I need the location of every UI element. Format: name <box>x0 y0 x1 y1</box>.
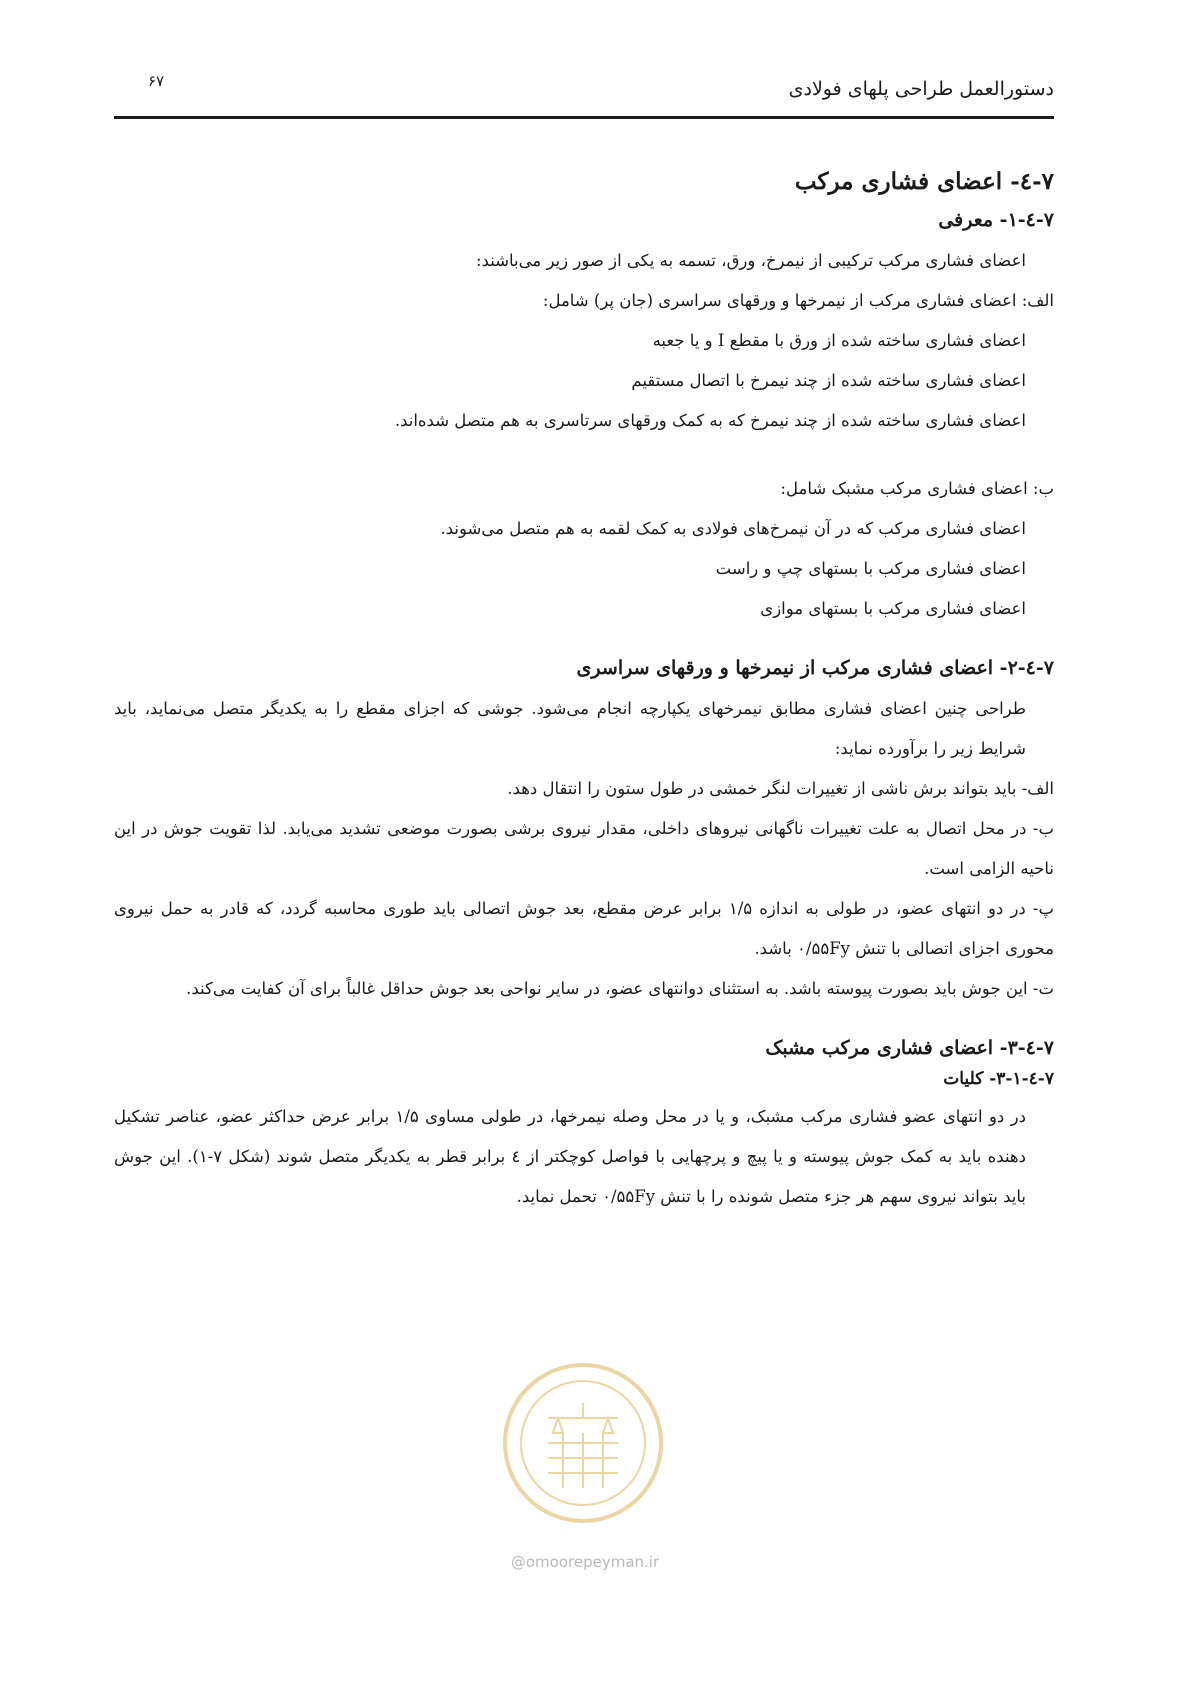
list-item: اعضای فشاری ساخته شده از ورق با مقطع I و یا جعبه <box>652 331 1026 350</box>
paragraph: الف- باید بتواند برش ناشی از تغییرات لنگر خمشی در طول ستون را انتقال دهد. <box>507 779 1054 798</box>
subsection-heading: ۷-٤-۱- معرفی <box>938 209 1054 231</box>
section-heading: ۷-٤- اعضای فشاری مرکب <box>794 168 1054 195</box>
subsubsection-heading: ۷-٤-۳-۱- کلیات <box>943 1069 1054 1089</box>
list-item: اعضای فشاری مرکب که در آن نیمرخ‌های فولادی به کمک لقمه به هم متصل می‌شوند. <box>440 519 1026 538</box>
paragraph: ت- این جوش باید بصورت پیوسته باشد. به استثنای دوانتهای عضو، در سایر نواحی بعد جوش حداقل غالباً برای آن کفایت می‌کند. <box>186 979 1054 998</box>
list-heading: ب: اعضای فشاری مرکب مشبک شامل: <box>780 479 1054 498</box>
paragraph: در دو انتهای عضو فشاری مرکب مشبک، و یا در محل وصله نیمرخها، در طولی مساوی ۱/۵ برابر عرض حداکثر عضو، عناصر تشکیل دهنده باید به کمک جوش پیوسته و یا پیچ و پرچهایی با فواصل کوچکتر از ٤ برابر قطر به یکدیگر متصل شوند (شکل ۷-۱). این جوش باید بتواند نیروی سهم هر جزء متصل شونده را با تنش ۰/۵۵Fy تحمل نماید. <box>114 1107 1026 1206</box>
page-header <box>114 70 1054 119</box>
main-content <box>114 168 1054 1217</box>
list-item: اعضای فشاری ساخته شده از چند نیمرخ با اتصال مستقیم <box>631 371 1026 390</box>
paragraph: طراحی چنین اعضای فشاری مطابق نیمرخهای یکپارچه انجام می‌شود. جوشی که اجزای مقطع را به یکدیگر متصل می‌نماید، باید شرایط زیر را برآورده نماید: <box>114 699 1026 758</box>
paragraph: پ- در دو انتهای عضو، در طولی به اندازه ۱/۵ برابر عرض مقطع، بعد جوش اتصالی باید طوری محاسبه گردد، که قادر به حمل نیروی محوری اجزای اتصالی با تنش ۰/۵۵Fy باشد. <box>114 899 1055 958</box>
watermark-text: @omoorepeyman.ir <box>510 1553 660 1571</box>
page-number: ۶۷ <box>148 72 165 90</box>
list-item: اعضای فشاری ساخته شده از چند نیمرخ که به کمک ورقهای سرتاسری به هم متصل شده‌اند. <box>394 411 1026 430</box>
subsection-heading: ۷-٤-۲- اعضای فشاری مرکب از نیمرخها و ورقهای سراسری <box>576 657 1054 679</box>
list-item: اعضای فشاری مرکب با بستهای موازی <box>760 599 1026 618</box>
watermark-logo <box>498 1348 668 1548</box>
list-heading: الف: اعضای فشاری مرکب از نیمرخها و ورقهای سراسری (جان پر) شامل: <box>542 291 1054 310</box>
paragraph: ب- در محل اتصال به علت تغییرات ناگهانی نیروهای داخلی، مقدار نیروی برشی بصورت موضعی تشدید می‌یابد. لذا تقویت جوش در این ناحیه الزامی است. <box>114 819 1054 878</box>
list-item: اعضای فشاری مرکب با بستهای چپ و راست <box>715 559 1026 578</box>
paragraph: اعضای فشاری مرکب ترکیبی از نیمرخ، ورق، تسمه به یکی از صور زیر می‌باشند: <box>476 251 1026 270</box>
subsection-heading: ۷-٤-۳- اعضای فشاری مرکب مشبک <box>765 1037 1054 1059</box>
book-title: دستورالعمل طراحی پلهای فولادی <box>788 78 1054 100</box>
